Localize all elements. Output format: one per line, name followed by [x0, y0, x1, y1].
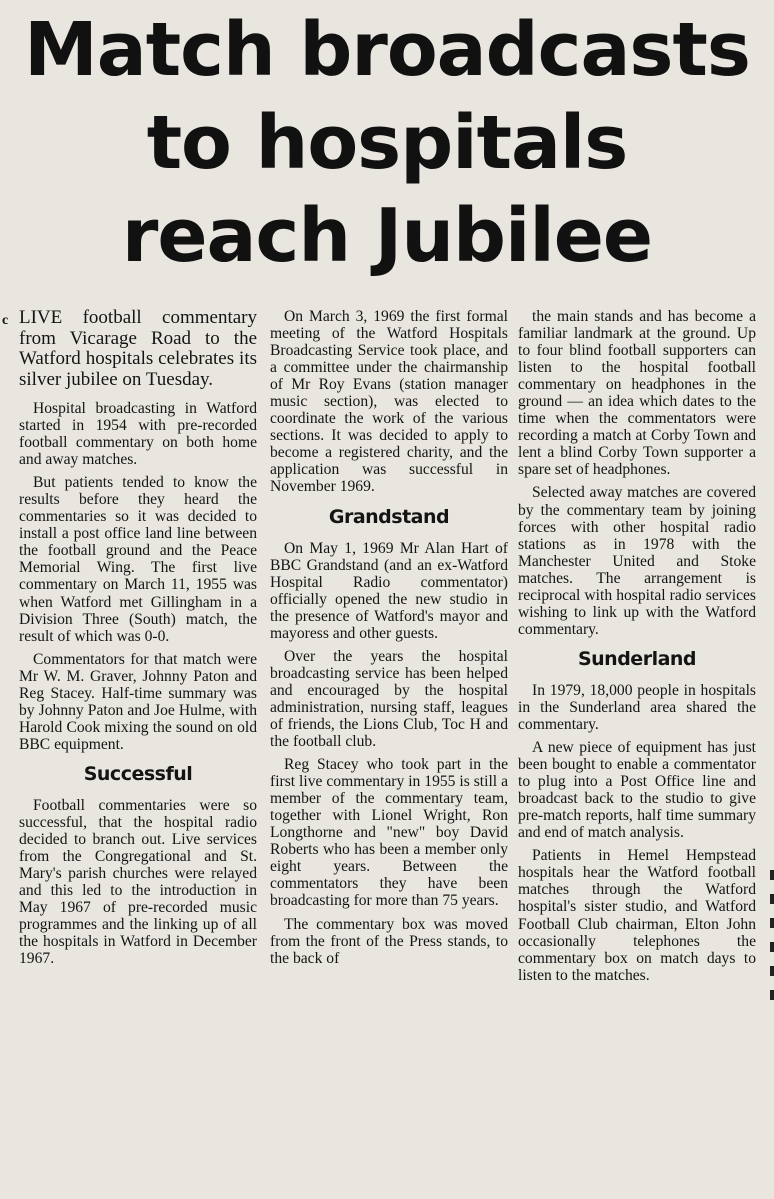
- article-column-2: [270, 308, 508, 973]
- paragraph: On March 3, 1969 the first formal meeting of the Watford Hospitals Broadcasting Service took place, and a committee under the chairmanship of Mr Roy Evans (station manager music section), was elected to coordinate the work of the various sections. It was decided to apply to become a registered charity, and the application was successful in November 1969.: [270, 308, 508, 496]
- subheading-grandstand: Grandstand: [328, 505, 450, 528]
- adjacent-column-edge: [768, 870, 774, 1014]
- paragraph: Patients in Hemel Hempstead hospitals hear the Watford football matches through the Watford hospital's sister studio, and Watford Football Club chairman, Elton John occasionally telephones the commentary box on match days to listen to the matches.: [518, 847, 756, 984]
- paragraph: Commentators for that match were Mr W. M. Graver, Johnny Paton and Reg Stacey. Half-time summary was by Johnny Paton and Joe Hulme, with Harold Cook mixing the sound on old BBC equipment.: [19, 650, 257, 753]
- paragraph: Football commentaries were so successful, that the hospital radio decided to branch out. Live services from the Congregational and St. Mary's parish churches were relayed and this led to the introduction in May 1967 of pre-recorded music programmes and the linking up of all the hospitals in Watford in December 1967.: [19, 796, 257, 968]
- lead-paragraph: LIVE football commentary from Vicarage Road to the Watford hospitals celebrates its silver jubilee on Tuesday.: [19, 307, 257, 390]
- edge-mark: [770, 966, 774, 976]
- article-column-3: [518, 308, 756, 990]
- paragraph: Over the years the hospital broadcasting service has been helped and encouraged by the hospital administration, nursing staff, leagues of friends, the Lions Club, Toc H and the football club.: [270, 647, 508, 751]
- headline: [0, 4, 774, 283]
- edge-mark: [770, 870, 774, 880]
- subheading-sunderland: Sunderland: [577, 647, 697, 670]
- headline-line-2: to hospitals: [146, 100, 628, 186]
- paragraph: Reg Stacey who took part in the first live commentary in 1955 is still a member of the commentary team, together with Lionel Wright, Ron Longthorne and "new" boy David Roberts who has been a member only eight years. Between the commentators they have been broadcasting for more than 75 years.: [270, 756, 508, 910]
- edge-mark: [770, 942, 774, 952]
- article-column-1: [19, 308, 257, 973]
- paragraph: The commentary box was moved from the front of the Press stands, to the back of: [270, 915, 508, 967]
- headline-line-3: reach Jubilee: [121, 193, 653, 279]
- headline-line-1: Match broadcasts: [24, 7, 750, 93]
- edge-mark: [770, 990, 774, 1000]
- edge-mark: [770, 918, 774, 928]
- paragraph: the main stands and has become a familiar landmark at the ground. Up to four blind football supporters can listen to the hospital football commentary on headphones in the ground — an idea which dates to the time when the commentators were recording a match at Corby Town and lent a blind Corby Town supporter a spare set of headphones.: [518, 308, 756, 479]
- paragraph: In 1979, 18,000 people in hospitals in the Sunderland area shared the commentary.: [518, 681, 756, 733]
- paragraph: On May 1, 1969 Mr Alan Hart of BBC Grandstand (and an ex-Watford Hospital Radio commentator) officially opened the new studio in the presence of Watford's mayor and mayoress and other guests.: [270, 539, 508, 642]
- paragraph: A new piece of equipment has just been bought to enable a commentator to plug into a Post Office line and broadcast back to the studio to give pre-match reports, half time summary and end of match analysis.: [518, 739, 756, 842]
- margin-bullet: c: [2, 313, 9, 328]
- subheading-successful: Successful: [83, 762, 193, 785]
- paragraph: But patients tended to know the results before they heard the commentaries so it was decided to install a post office land line between the football ground and the Peace Memorial Wing. The first live commentary on March 11, 1955 was when Watford met Gillingham in a Division Three (South) match, the result of which was 0-0.: [19, 474, 257, 645]
- paragraph: Hospital broadcasting in Watford started in 1954 with pre-recorded football commentary on both home and away matches.: [19, 400, 257, 469]
- paragraph: Selected away matches are covered by the commentary team by joining forces with other hospital radio stations as in 1978 with the Manchester United and Stoke matches. The arrangement is reciprocal with hospital radio services wishing to link up with the Watford commentary.: [518, 484, 756, 638]
- edge-mark: [770, 894, 774, 904]
